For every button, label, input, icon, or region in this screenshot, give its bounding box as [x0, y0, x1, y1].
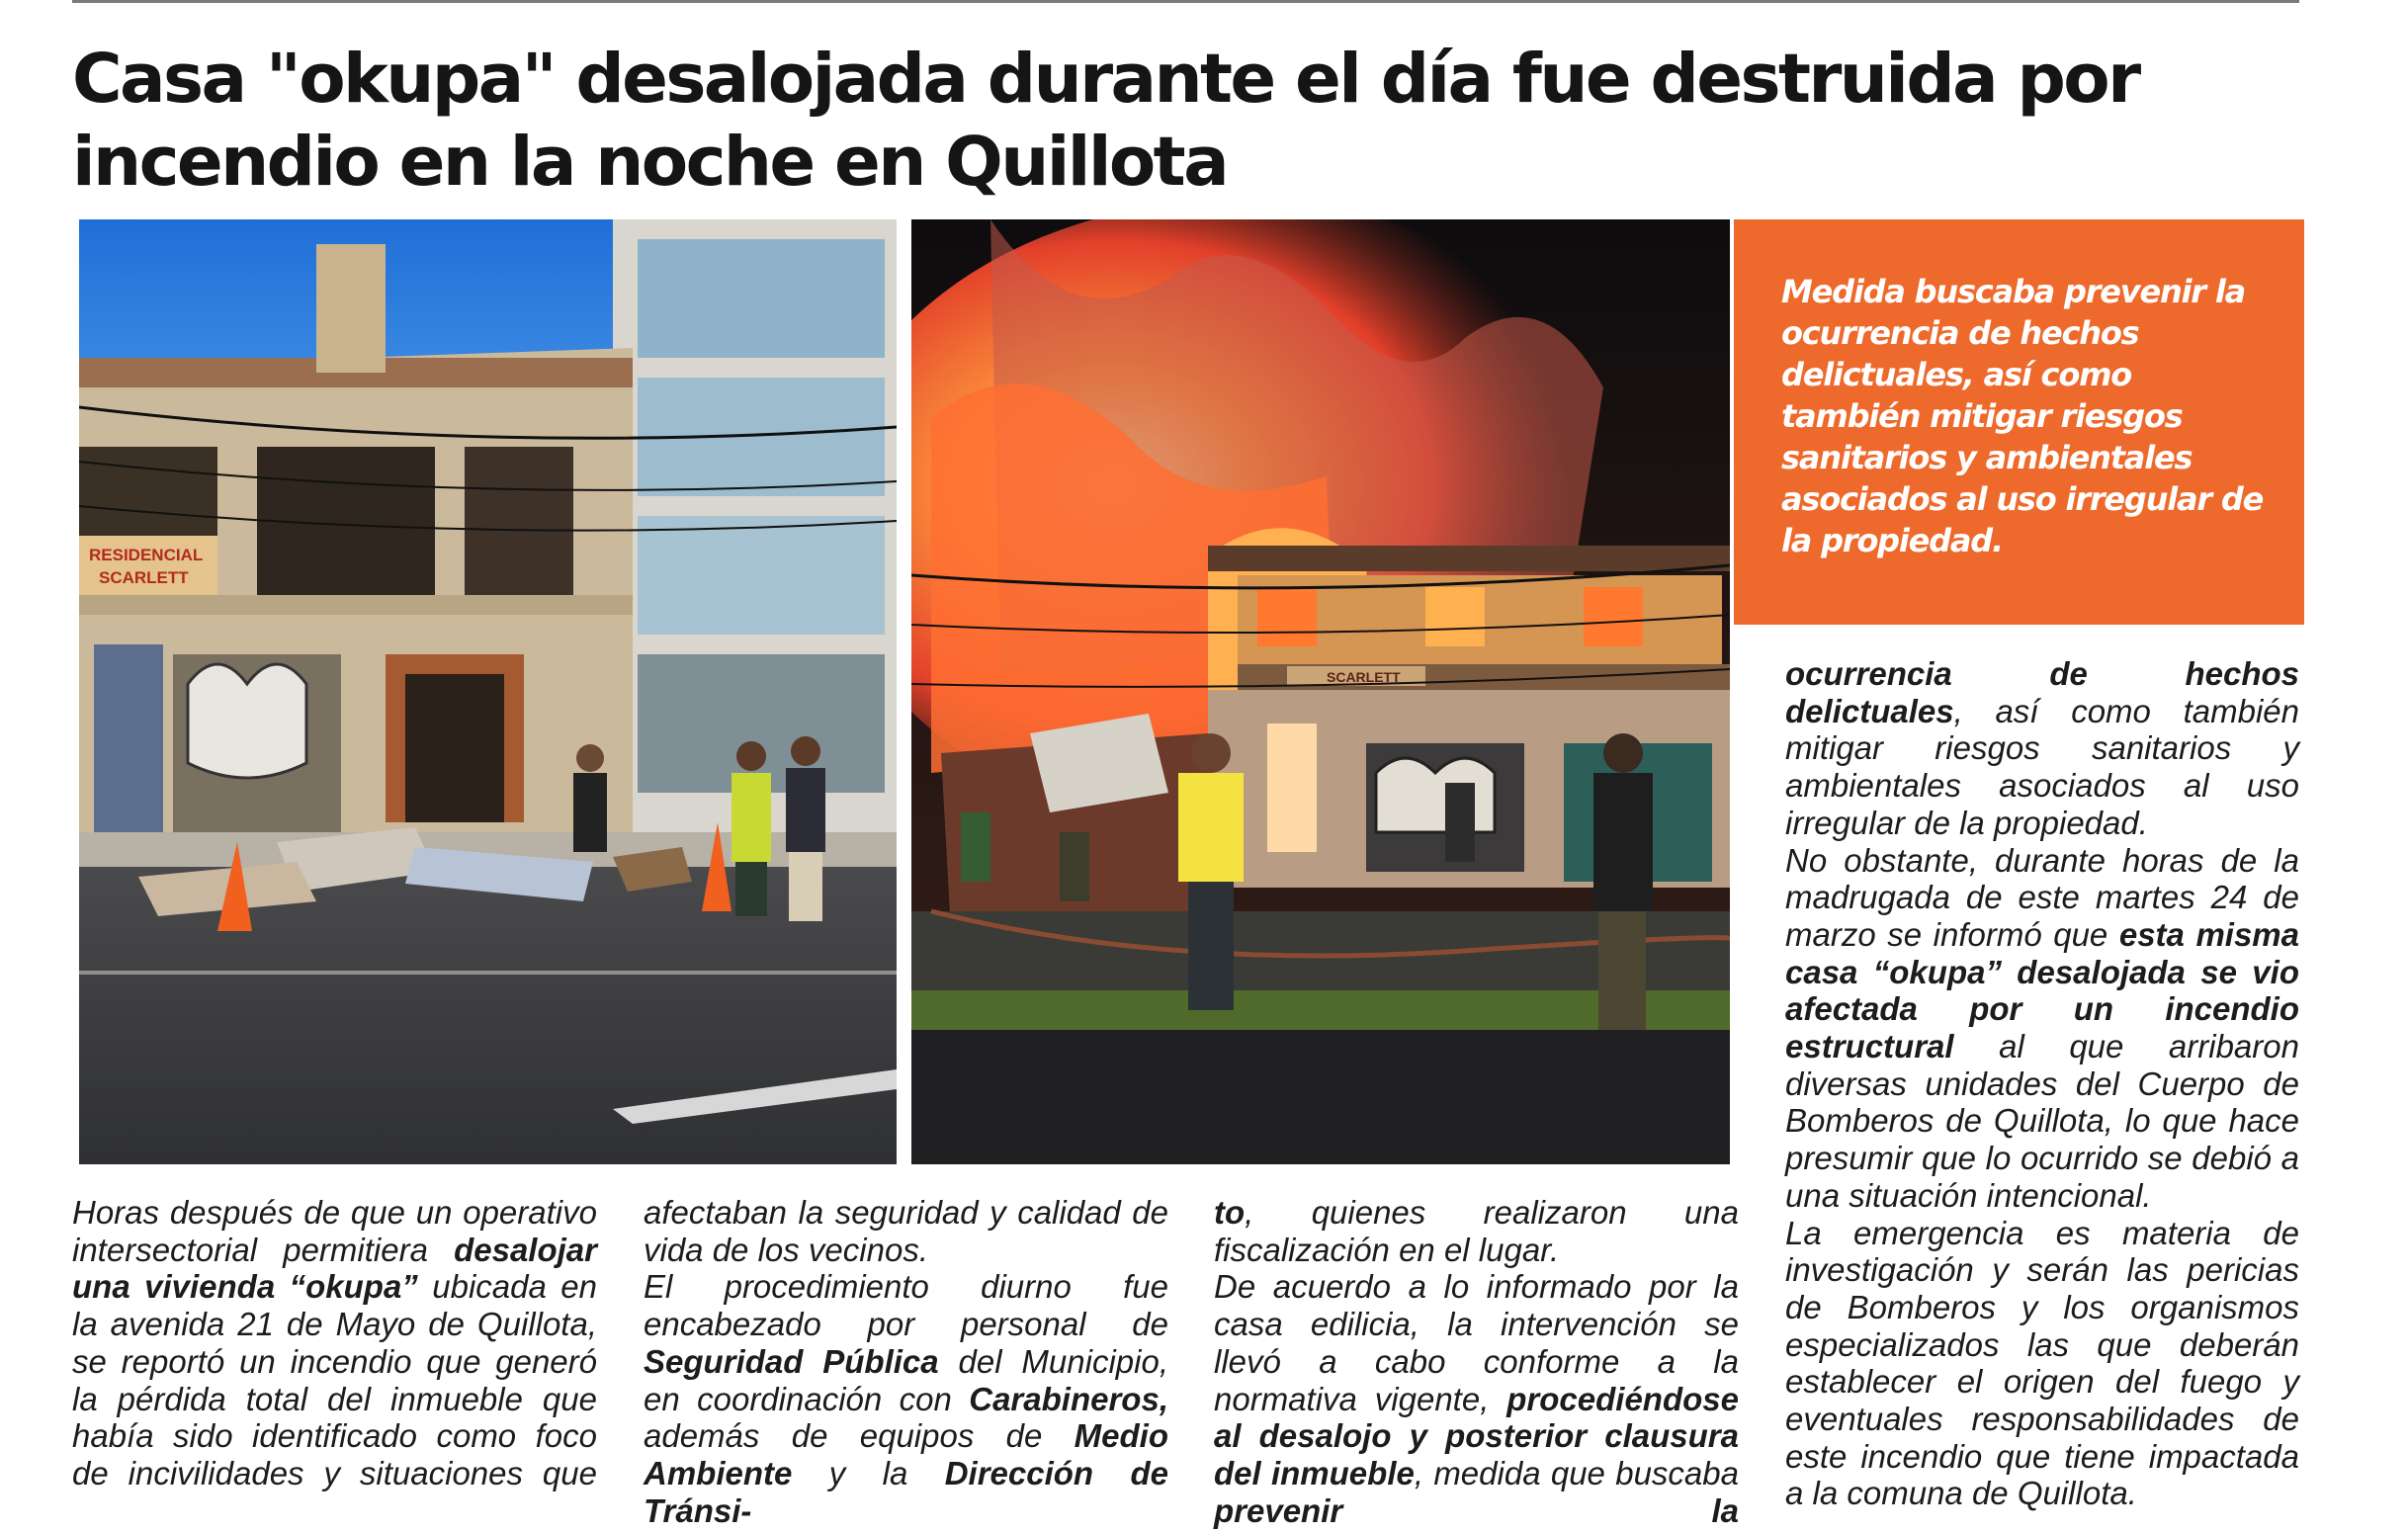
- col3-bold-3: prevenir la: [1214, 1491, 1739, 1529]
- col2-text-4: y la: [792, 1454, 945, 1491]
- col4-bold-2: esta misma casa “okupa” desalojada se vio afectada por un incendio estructural: [1785, 915, 2300, 1065]
- pull-quote-text: Medida buscaba prevenir la ocurrencia de hechos delictuales, así como también mitigar riesgos sanitarios y ambientales asociados al uso irregular de la propiedad.: [1781, 273, 2264, 559]
- scarlett-sign-text: SCARLETT: [99, 568, 189, 587]
- col4-paragraph-2: [1785, 842, 2299, 1215]
- col4-bold-1: ocurrencia de hechos delictuales: [1785, 655, 2299, 729]
- headline: Casa "okupa" desalojada durante el día fue destruida por incendio en la noche en Quillota: [72, 40, 2139, 202]
- col4-text-1: , así como también mitigar riesgos sanitarios y ambientales asociados al uso irregular de la propiedad.: [1785, 692, 2299, 841]
- col1-bold-1: desalojar una vivienda “okupa”: [72, 1231, 597, 1306]
- col4-paragraph-1: [1785, 655, 2299, 842]
- body-column-4: [1785, 655, 2299, 1512]
- col1-paragraph: [72, 1194, 597, 1492]
- col2-text-1: El procedimiento diurno fue encabezado por personal de: [644, 1268, 1168, 1343]
- top-rule: [72, 0, 2299, 3]
- col2-paragraph-1: afectaban la seguridad y calidad de vida de los vecinos.: [644, 1194, 1168, 1268]
- col1-text-1: Horas después de que un operativo intersectorial permitiera: [72, 1194, 597, 1268]
- residencial-sign-text: RESIDENCIAL: [89, 546, 204, 564]
- body-column-1: [72, 1194, 597, 1492]
- col2-bold-3: Medio Ambiente: [644, 1417, 1168, 1491]
- col3-text-3: , medida que buscaba: [1414, 1454, 1739, 1491]
- col3-bold-2: procediéndose al desalojo y posterior clausura del inmueble: [1214, 1380, 1739, 1491]
- col3-bold-1: to: [1214, 1194, 1246, 1231]
- col3-text-1: , quienes realizaron una fiscalización en el lugar.: [1214, 1194, 1739, 1268]
- pull-quote-box: [1734, 219, 2304, 625]
- col4-paragraph-3: La emergencia es materia de investigación y serán las pericias de Bomberos y los organismos especializados las que deberán establecer el origen del fuego y eventuales responsabilidades de este incendio que tiene impactada a la comuna de Quillota.: [1785, 1214, 2299, 1512]
- col2-text-2: del Municipio, en coordinación con: [644, 1342, 1168, 1417]
- col2-paragraph-2: [644, 1268, 1168, 1529]
- col3-text-2: De acuerdo a lo informado por la casa edilicia, la intervención se llevó a cabo conforme a la normativa vigente,: [1214, 1268, 1739, 1417]
- col4-text-3: al que arribaron diversas unidades del Cuerpo de Bomberos de Quillota, lo que hace presumir que lo ocurrido se debió a una situación intencional.: [1785, 1028, 2299, 1214]
- col3-paragraph-1: [1214, 1194, 1739, 1268]
- body-column-2: [644, 1194, 1168, 1529]
- col3-paragraph-2: [1214, 1268, 1739, 1529]
- col4-text-2: No obstante, durante horas de la madrugada de este martes 24 de marzo se informó que: [1785, 841, 2299, 953]
- eviction-daytime-photo: [79, 219, 897, 1164]
- col2-bold-4: Dirección de Tránsi-: [644, 1454, 1168, 1529]
- body-column-3: [1214, 1194, 1739, 1529]
- fire-night-photo: [911, 219, 1730, 1164]
- col2-bold-1: Seguridad Pública: [644, 1342, 939, 1380]
- fire-photo-sign-text: SCARLETT: [1327, 669, 1401, 685]
- col1-text-2: ubicada en la avenida 21 de Mayo de Quillota, se reportó un incendio que generó la pérdida total del inmueble que había sido identificado como foco de incivilidades y situaciones que: [72, 1268, 598, 1491]
- col2-text-3: además de equipos de: [644, 1417, 1075, 1455]
- col2-bold-2: Carabineros,: [969, 1380, 1168, 1417]
